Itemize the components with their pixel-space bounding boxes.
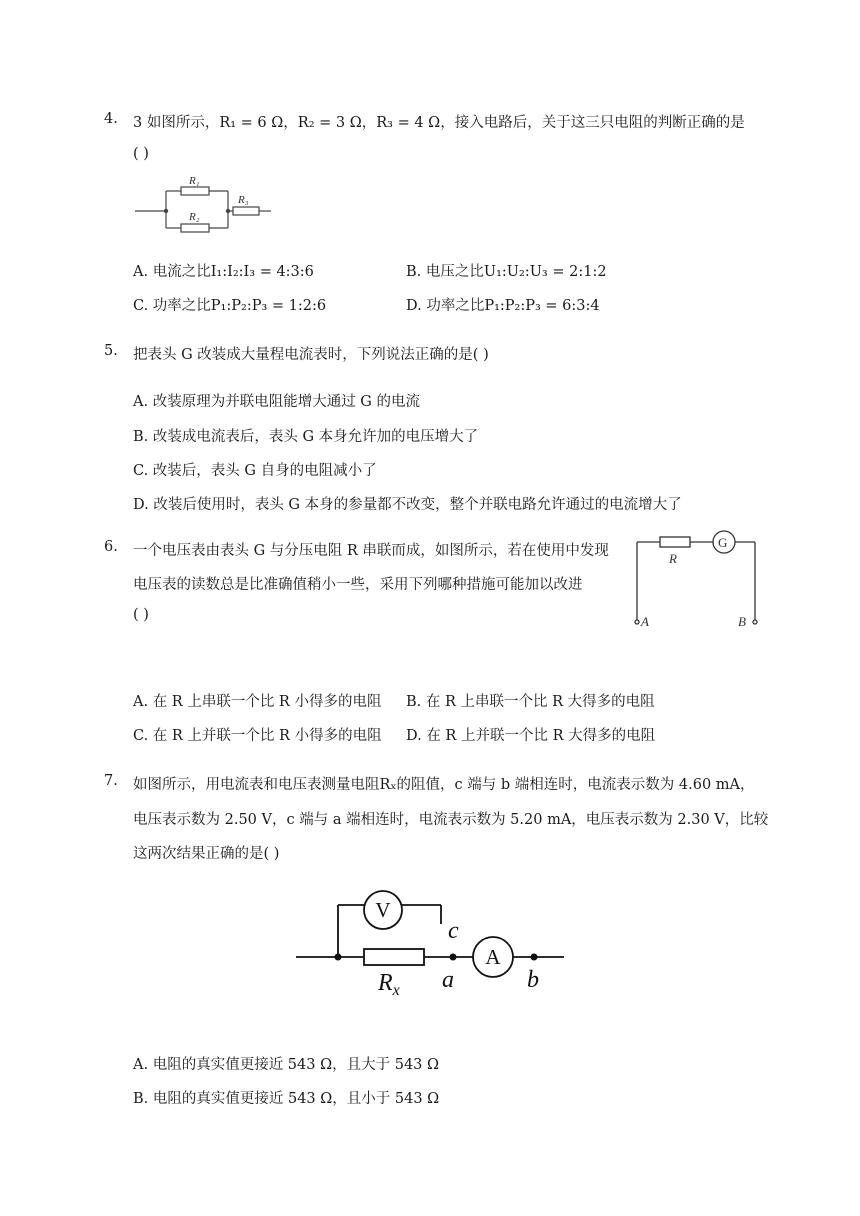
terminal-b-label: B bbox=[738, 614, 746, 629]
question-number: 5. bbox=[104, 343, 118, 359]
terminal-a-label: A bbox=[641, 614, 649, 629]
galvanometer-label: G bbox=[718, 535, 728, 550]
circuit-diagram-q4 bbox=[133, 170, 273, 240]
ammeter-label: A bbox=[485, 945, 501, 969]
option-a[interactable]: A. 在 R 上串联一个比 R 小得多的电阻 bbox=[133, 694, 382, 710]
question-stem-line-2: 电压表示数为 2.50 V，c 端与 a 端相连时，电流表示数为 5.20 mA，电压表示数为 2.30 V，比较 bbox=[133, 812, 769, 828]
option-d[interactable]: D. 改装后使用时，表头 G 本身的参量都不改变，整个并联电路允许通过的电流增大了 bbox=[133, 497, 682, 513]
question-stem: 3 如图所示，R₁ = 6 Ω，R₂ = 3 Ω，R₃ = 4 Ω，接入电路后，关于这三只电阻的判断正确的是 bbox=[133, 115, 745, 131]
terminal-b-label: b bbox=[527, 967, 539, 993]
voltmeter-label: V bbox=[375, 898, 391, 922]
option-c[interactable]: C. 在 R 上并联一个比 R 小得多的电阻 bbox=[133, 728, 382, 744]
answer-bracket: ( ) bbox=[133, 607, 149, 623]
option-b[interactable]: B. 在 R 上串联一个比 R 大得多的电阻 bbox=[406, 694, 655, 710]
option-a[interactable]: A. 电阻的真实值更接近 543 Ω，且大于 543 Ω bbox=[133, 1057, 440, 1073]
terminal-c-label: c bbox=[448, 918, 459, 944]
question-stem-line-2: 电压表的读数总是比准确值稍小一些，采用下列哪种措施可能加以改进 bbox=[133, 577, 583, 593]
resistor-rx-label: $R_x$ bbox=[378, 970, 400, 996]
label-r2: R₂ bbox=[189, 211, 200, 223]
question-stem-line-1: 一个电压表由表头 G 与分压电阻 R 串联而成，如图所示，若在使用中发现 bbox=[133, 543, 609, 559]
option-d[interactable]: D. 功率之比P₁:P₂:P₃ = 6:3:4 bbox=[406, 298, 600, 314]
question-stem-line-1: 如图所示，用电流表和电压表测量电阻Rₓ的阻值，c 端与 b 端相连时，电流表示数为 4.60 mA， bbox=[133, 777, 755, 793]
circuit-diagram-q7 bbox=[292, 884, 572, 996]
answer-bracket: ( ) bbox=[133, 146, 149, 162]
option-b[interactable]: B. 电阻的真实值更接近 543 Ω，且小于 543 Ω bbox=[133, 1091, 440, 1107]
question-number: 7. bbox=[104, 773, 118, 789]
question-stem-line-3: 这两次结果正确的是( ) bbox=[133, 846, 280, 862]
label-r1: R₁ bbox=[189, 175, 200, 187]
option-c[interactable]: C. 功率之比P₁:P₂:P₃ = 1:2:6 bbox=[133, 298, 327, 314]
question-number: 6. bbox=[104, 539, 118, 555]
question-stem: 把表头 G 改装成大量程电流表时，下列说法正确的是( ) bbox=[133, 347, 489, 363]
option-a[interactable]: A. 改装原理为并联电阻能增大通过 G 的电流 bbox=[133, 394, 420, 410]
option-d[interactable]: D. 在 R 上并联一个比 R 大得多的电阻 bbox=[406, 728, 656, 744]
option-c[interactable]: C. 改装后，表头 G 自身的电阻减小了 bbox=[133, 463, 377, 479]
option-b[interactable]: B. 电压之比U₁:U₂:U₃ = 2:1:2 bbox=[406, 264, 607, 280]
option-b[interactable]: B. 改装成电流表后，表头 G 本身允许加的电压增大了 bbox=[133, 429, 479, 445]
label-r3: R₃ bbox=[238, 194, 249, 206]
question-number: 4. bbox=[104, 111, 118, 127]
circuit-diagram-q6 bbox=[630, 526, 760, 630]
resistor-label: R bbox=[669, 551, 677, 566]
terminal-a-label: a bbox=[442, 967, 454, 993]
option-a[interactable]: A. 电流之比I₁:I₂:I₃ = 4:3:6 bbox=[133, 264, 314, 280]
